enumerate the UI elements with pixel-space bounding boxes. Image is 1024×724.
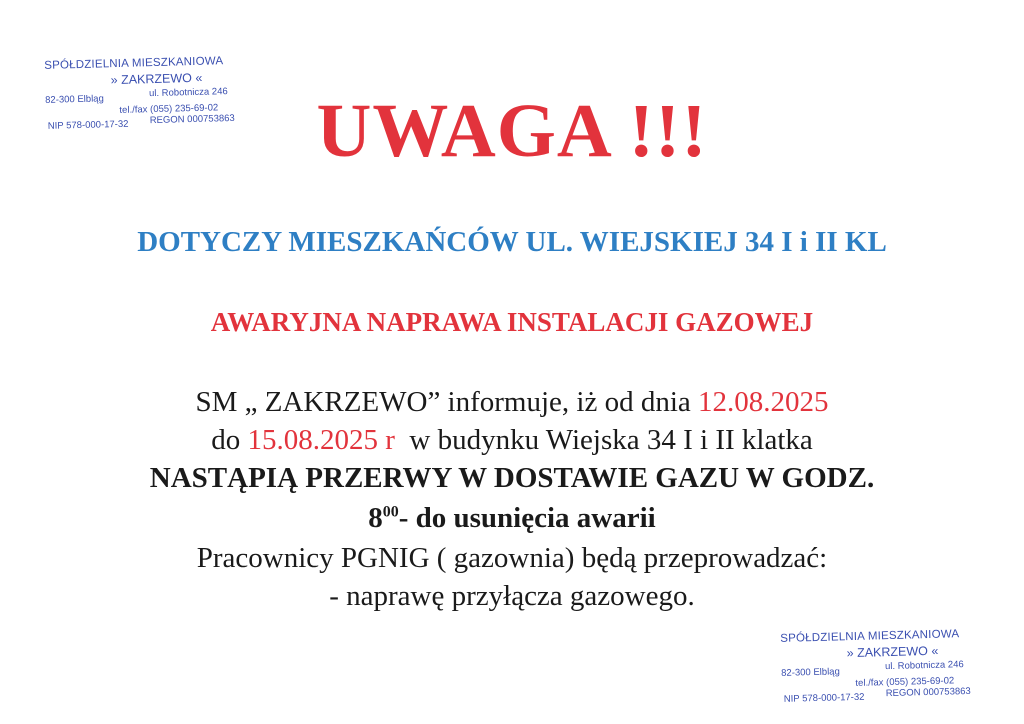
cooperative-stamp-bottom-right: [776, 623, 988, 708]
announcement-text: SM „ ZAKRZEWO” informuje, iż od dnia: [195, 386, 699, 418]
stamp-cooperative-name: » ZAKRZEWO «: [846, 643, 939, 661]
stamp-street: ul. Robotnicza 246: [148, 86, 228, 100]
stamp-phone: tel./fax (055) 235-69-02: [119, 102, 219, 116]
notice-line-workers: Pracownicy PGNIG ( gazownia) będą przeprowadzać:: [196, 542, 828, 574]
stamp-regon: REGON 000753863: [885, 685, 971, 700]
date-to-prefix: do: [211, 424, 248, 456]
notice-subject: AWARYJNA NAPRAWA INSTALACJI GAZOWEJ: [210, 307, 814, 337]
notice-audience: DOTYCZY MIESZKAŃCÓW UL. WIEJSKIEJ 34 I i II KL: [137, 226, 887, 258]
stamp-regon: REGON 000753863: [149, 112, 235, 127]
location-text: w budynku Wiejska 34 I i II klatka: [394, 424, 813, 456]
notice-line-location: [0, 424, 1024, 457]
hours-text: - do usunięcia awarii: [398, 502, 656, 534]
notice-line-repair: - naprawę przyłącza gazowego.: [329, 580, 695, 612]
notice-line-announcement: [0, 386, 1024, 419]
start-minutes: 00: [382, 503, 399, 521]
start-hour: 8: [368, 502, 383, 534]
date-to: 15.08.2025 r: [247, 424, 395, 456]
stamp-cooperative-name: » ZAKRZEWO «: [110, 70, 203, 88]
stamp-street: ul. Robotnicza 246: [884, 659, 964, 673]
stamp-city: 82-300 Elbląg: [45, 93, 104, 106]
stamp-nip: NIP 578-000-17-32: [47, 118, 129, 132]
notice-line-interruption: NASTĄPIĄ PRZERWY W DOSTAWIE GAZU W GODZ.: [149, 462, 875, 494]
notice-line-hours: [0, 502, 1024, 535]
notice-title: UWAGA !!!: [316, 89, 708, 173]
stamp-org-name: SPÓŁDZIELNIA MIESZKANIOWA: [780, 628, 960, 645]
stamp-city: 82-300 Elbląg: [781, 666, 840, 679]
stamp-org-name: SPÓŁDZIELNIA MIESZKANIOWA: [44, 55, 224, 72]
stamp-nip: NIP 578-000-17-32: [783, 691, 865, 705]
stamp-phone: tel./fax (055) 235-69-02: [855, 675, 955, 689]
date-from: 12.08.2025: [698, 386, 829, 418]
